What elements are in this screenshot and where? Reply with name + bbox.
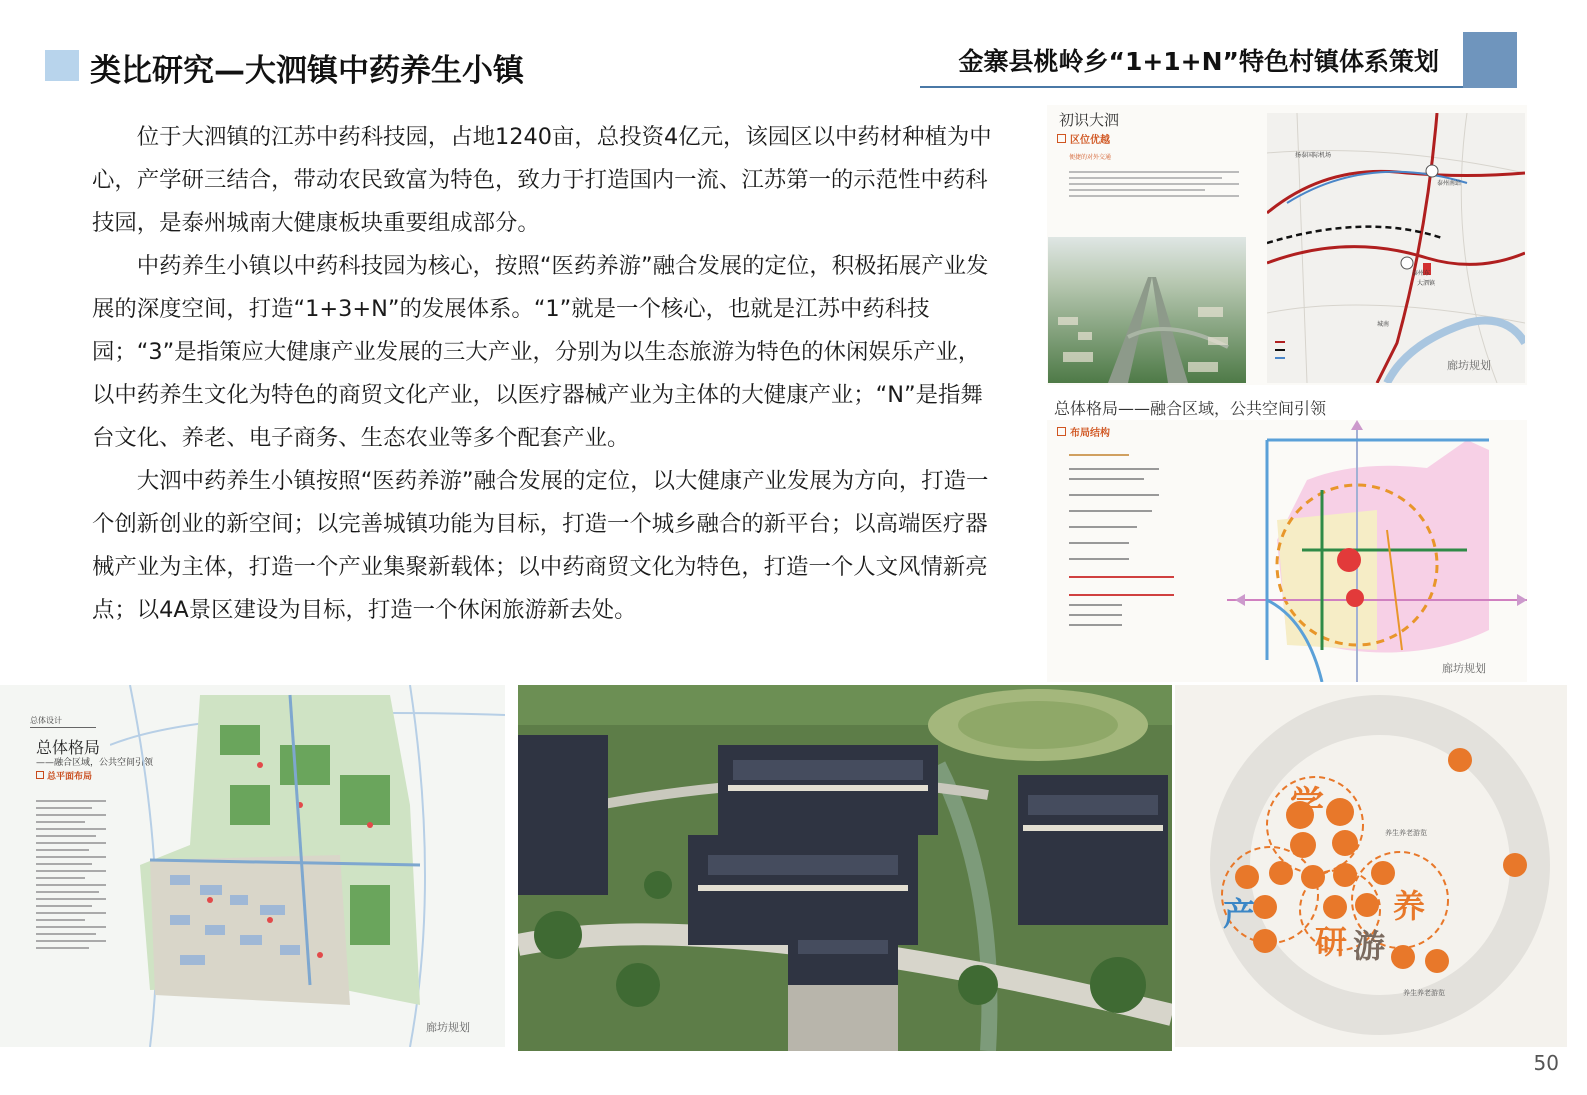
aerial-park-photo (518, 685, 1172, 1051)
master-plan-subtitle: ——融合区域，公共空间引领 (36, 758, 154, 768)
master-plan-tag: 总平面布局 (36, 769, 92, 782)
svg-text:养生养老游览: 养生养老游览 (1403, 989, 1445, 997)
header-block (1463, 32, 1517, 88)
aerial-park-drawing (518, 685, 1172, 1051)
svg-text:研: 研 (1315, 923, 1348, 961)
layout-caption: 总体格局——融合区域，公共空间引领 (1054, 399, 1327, 418)
master-plan-title: 总体格局 (36, 738, 101, 757)
svg-text:养: 养 (1393, 887, 1426, 925)
panel-a-subheading: 区位优越 (1057, 131, 1110, 146)
title-marker (45, 50, 79, 81)
text-lines (1069, 167, 1239, 201)
svg-text:产: 产 (1223, 895, 1256, 933)
page-number: 50 (1533, 1051, 1559, 1075)
layout-panel (1047, 420, 1527, 682)
head-rule (30, 727, 96, 728)
master-plan-small-head: 总体设计 (30, 716, 62, 725)
svg-text:游: 游 (1353, 927, 1386, 965)
svg-text:学: 学 (1290, 784, 1324, 824)
square-icon (1057, 427, 1066, 436)
panel-a-heading: 初识大泗 (1059, 111, 1120, 129)
paragraph-1: 位于大泗镇的江苏中药科技园，占地1240亩，总投资4亿元，该园区以中药材种植为中心，产学研三结合，带动农民致富为特色，致力于打造国内一流、江苏第一的示范性中药科技园，是泰州城南大健康板块重要组成部分。 (92, 124, 992, 236)
project-title: 金寨县桃岭乡“1+1+N”特色村镇体系策划 (958, 47, 1439, 76)
panel-b-subheading: 布局结构 (1057, 424, 1110, 439)
svg-text:养生养老游览: 养生养老游览 (1385, 829, 1427, 837)
location-map (1267, 113, 1525, 383)
panel-a-watermark: 廊坊规划 (1447, 359, 1491, 372)
paragraph-3: 大泗中药养生小镇按照“医药养游”融合发展的定位，以大健康产业发展为方向，打造一个创新创业的新空间；以完善城镇功能为目标，打造一个城乡融合的新平台；以高端医疗器械产业为主体，打造一个产业集聚新载体；以中药商贸文化为特色，打造一个人文风情新亮点；以4A景区建设为目标，打造一个休闲旅游新去处。 (92, 468, 989, 623)
paragraph-2: 中药养生小镇以中药科技园为核心，按照“医药养游”融合发展的定位，积极拓展产业发展的深度空间，打造“1+3+N”的发展体系。“1”就是一个核心，也就是江苏中药科技园；“3”是指策应大健康产业发展的三大产业，分别为以生态旅游为特色的休闲娱乐产业，以中药养生文化为特色的商贸文化产业，以医疗器械产业为主体的大健康产业；“N”是指舞台文化、养老、电子商务、生态农业等多个配套产业。 (92, 253, 989, 451)
industry-concept-diagram (1175, 685, 1567, 1047)
legend-lines (1069, 442, 1219, 634)
svg-text:泰州东: 泰州东 (1412, 270, 1431, 277)
img-left-watermark: 廊坊规划 (426, 1021, 470, 1034)
master-plan-image (0, 685, 505, 1047)
concept-drawing (1175, 685, 1567, 1047)
aerial-photo (1048, 237, 1246, 383)
slide-title: 类比研究—大泗镇中药养生小镇 (90, 53, 524, 89)
location-panel (1047, 105, 1527, 385)
svg-text:扬泰国际机场: 扬泰国际机场 (1295, 152, 1332, 159)
square-icon (1057, 134, 1066, 143)
master-plan-drawing (110, 685, 505, 1047)
panel-a-item: 便捷的对外交通 (1069, 154, 1112, 161)
layout-diagram (1227, 420, 1527, 682)
svg-text:大泗镇: 大泗镇 (1417, 280, 1436, 287)
svg-text:城南: 城南 (1377, 321, 1390, 328)
square-icon (36, 771, 44, 779)
body-text (92, 116, 997, 632)
svg-text:泰州南站: 泰州南站 (1437, 180, 1462, 187)
panel-b-watermark: 廊坊规划 (1442, 662, 1486, 675)
plan-legend (36, 795, 106, 954)
header-rule (920, 86, 1465, 88)
